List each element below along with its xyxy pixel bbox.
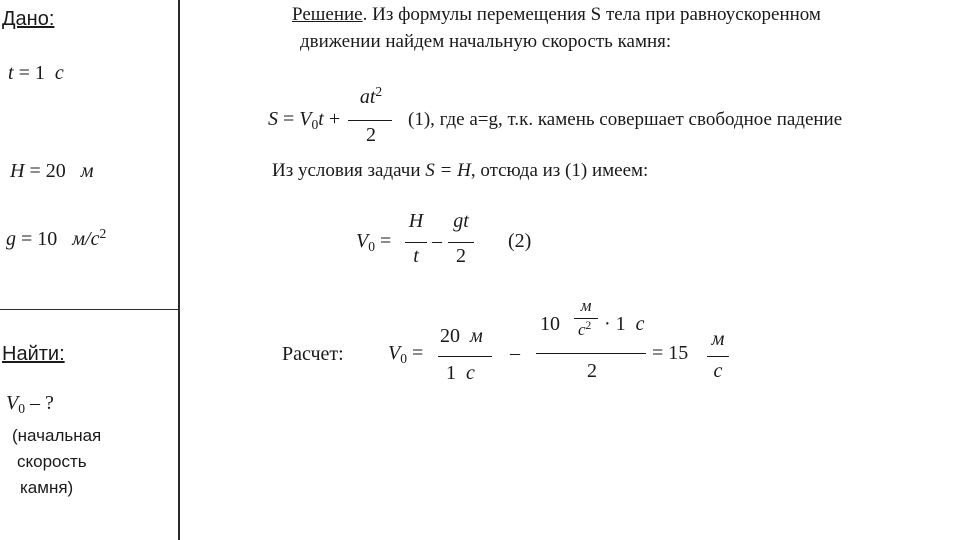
equation-1-numerator: $at^2$	[359, 83, 383, 108]
find-note-line2: скорость	[17, 452, 87, 471]
left-panel-divider	[178, 0, 180, 540]
calc-label: Расчет:	[282, 343, 344, 365]
equation-1: S = V0t +	[268, 108, 341, 132]
given-item-gravity: g = 10 $м/с^2$	[6, 225, 107, 250]
calc-result-unit-numerator: м	[711, 328, 725, 350]
equation-2-frac1-bar	[405, 242, 427, 243]
equation-2: V0 =	[356, 230, 392, 254]
calc-frac2-unit-numerator: м	[580, 296, 592, 315]
find-note-line3: камня)	[20, 478, 74, 497]
given-find-divider	[0, 309, 179, 310]
solution-heading: Решение	[292, 4, 363, 25]
condition-line: Из условия задачи S = H, отсюда из (1) имеем:	[272, 160, 649, 181]
solution-intro-line1: Решение. Из формулы перемещения S тела при равноускоренном	[292, 4, 821, 25]
given-item-height: H = 20 м	[10, 160, 94, 182]
given-item-time: t = 1 с	[8, 62, 64, 84]
calc-frac1-denominator: 1 с	[446, 362, 475, 384]
solution-intro-line2: движении найдем начальную скорость камня:	[300, 31, 672, 52]
equation-2-tag: (2)	[508, 230, 532, 252]
equation-2-minus: –	[432, 230, 442, 252]
equation-1-denominator: 2	[366, 124, 376, 146]
find-heading: Найти:	[2, 343, 65, 365]
equation-2-frac1-denominator: t	[413, 245, 419, 267]
calc-frac2-bar	[536, 353, 646, 354]
equation-1-tag: (1), где a=g, т.к. камень совершает свободное падение	[408, 109, 843, 130]
calc-minus: –	[510, 342, 520, 364]
equation-2-frac2-bar	[448, 242, 474, 243]
calc-result-unit-bar	[707, 356, 729, 357]
equation-2-frac1-numerator: H	[408, 210, 424, 232]
given-heading: Дано:	[2, 8, 55, 30]
calc-frac1-bar	[438, 356, 492, 357]
find-note-line1: (начальная	[12, 426, 102, 445]
equation-1-fraction-bar	[348, 120, 392, 121]
equation-2-frac2-denominator: 2	[456, 245, 466, 267]
calc-frac2-denominator: 2	[587, 360, 597, 382]
equation-2-frac2-numerator: gt	[453, 210, 469, 232]
calc-frac1-numerator: 20 м	[440, 325, 483, 347]
calc-frac2-num-value: 10	[540, 313, 560, 335]
find-unknown: V0 – ?	[6, 392, 54, 416]
calc-result: = 15	[652, 342, 689, 364]
calc-lhs: V0 =	[388, 342, 424, 366]
calc-result-unit-denominator: с	[713, 360, 723, 382]
calc-frac2-num-rest: · 1 с	[604, 313, 645, 335]
calc-frac2-unit-denominator: $с^2$	[578, 318, 592, 339]
